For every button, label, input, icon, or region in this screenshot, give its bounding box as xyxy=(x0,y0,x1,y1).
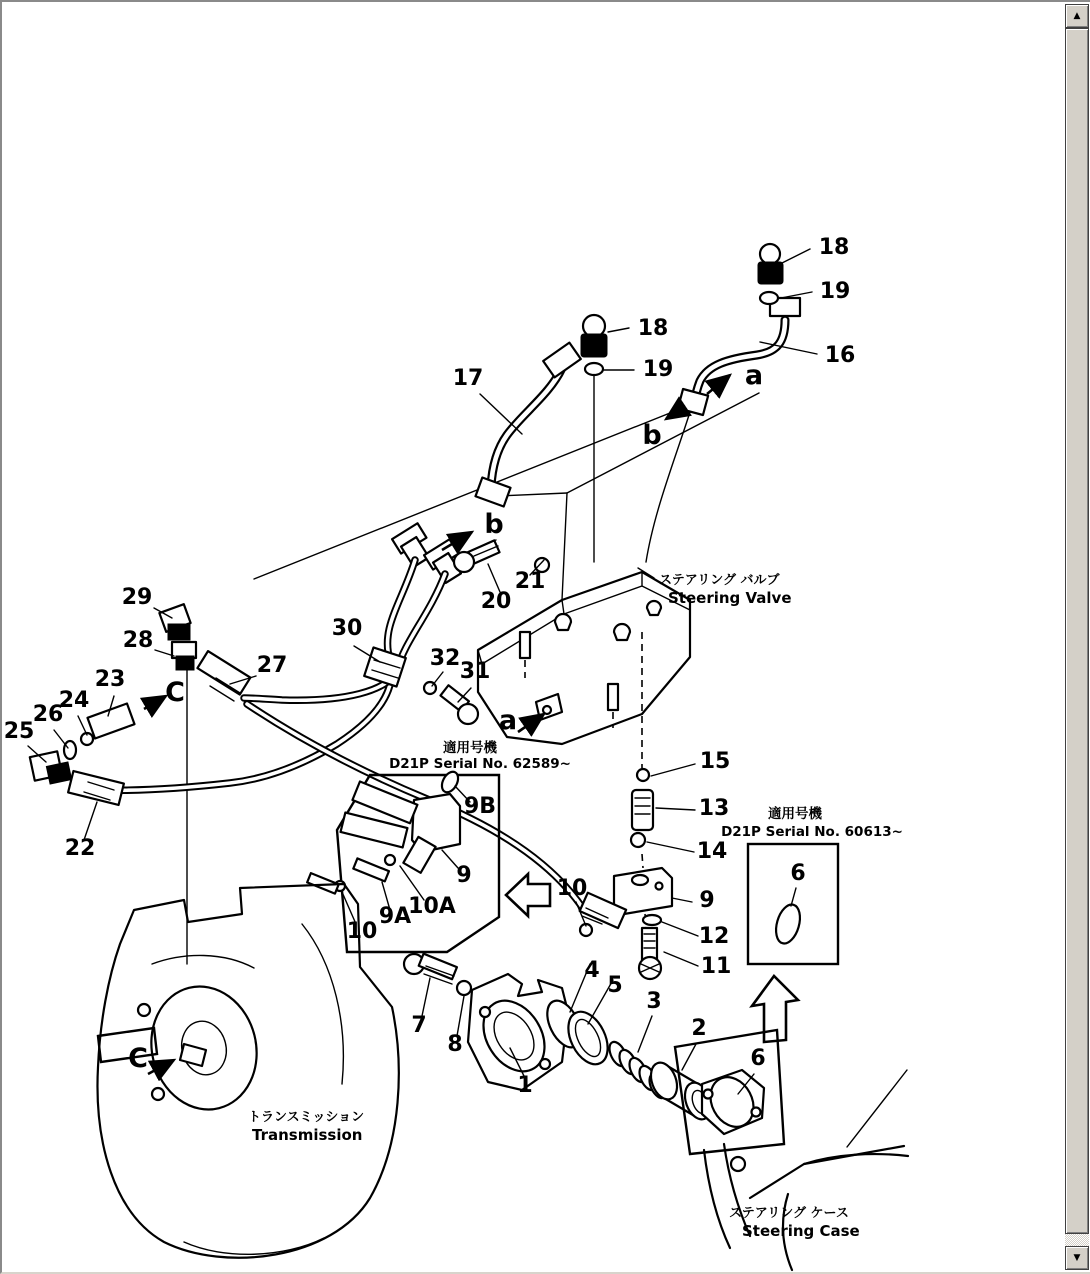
part-callout-C: C xyxy=(128,1043,148,1074)
steering-case-label-en: Steering Case xyxy=(742,1222,860,1240)
part-callout-3: 3 xyxy=(646,989,662,1014)
part-callout-32: 32 xyxy=(429,646,461,671)
bolt-7 xyxy=(404,954,457,984)
transmission-label-jp: トランスミッション xyxy=(248,1110,365,1125)
serial-right-jp: 適用号機 xyxy=(768,806,822,822)
fitting-23 xyxy=(88,703,135,738)
scrollbar-track[interactable] xyxy=(1065,28,1089,1246)
part-callout-9: 9 xyxy=(699,888,715,913)
serial-right-number: D21P Serial No. 60613~ xyxy=(721,824,903,840)
part-callout-26: 26 xyxy=(32,702,64,727)
steering-case-label-jp: ステアリング ケース xyxy=(729,1206,849,1221)
part-callout-24: 24 xyxy=(58,688,90,713)
part-callout-14: 14 xyxy=(696,839,728,864)
part-callout-10: 10 xyxy=(346,919,378,944)
hose-elbow-fittings xyxy=(392,523,461,583)
diagram-canvas xyxy=(2,2,1064,1272)
part-callout-25: 25 xyxy=(3,719,35,744)
part-callout-12: 12 xyxy=(698,924,730,949)
serial-left-number: D21P Serial No. 62589~ xyxy=(389,756,571,772)
part-callout-18: 18 xyxy=(637,316,669,341)
part-callout-7: 7 xyxy=(411,1013,427,1038)
scroll-down-button[interactable] xyxy=(1065,1246,1089,1270)
part-callout-5: 5 xyxy=(607,973,623,998)
fitting-29 xyxy=(159,604,190,640)
fitting-22 xyxy=(68,771,124,805)
part-callout-17: 17 xyxy=(452,366,484,391)
part-callout-a: a xyxy=(498,705,518,736)
steering-valve-label-en: Steering Valve xyxy=(668,589,792,607)
part-callout-21: 21 xyxy=(514,569,546,594)
part-callout-16: 16 xyxy=(824,343,856,368)
scroll-up-icon: ▲ xyxy=(1073,11,1081,21)
part-callout-b: b xyxy=(484,509,504,540)
part-callout-6: 6 xyxy=(750,1046,766,1071)
part-callout-9A: 9A xyxy=(378,904,412,929)
part-callout-28: 28 xyxy=(122,628,154,653)
bolt-20 xyxy=(454,540,500,572)
part-callout-1: 1 xyxy=(517,1073,533,1098)
part-callout-a: a xyxy=(744,360,764,391)
part-callout-20: 20 xyxy=(480,589,512,614)
o-ring-19-top-right xyxy=(760,292,778,304)
part-callout-9: 9 xyxy=(456,863,472,888)
ring-15 xyxy=(637,769,649,781)
part-callout-15: 15 xyxy=(699,749,731,774)
pipe-17 xyxy=(475,343,580,507)
part-callout-C: C xyxy=(165,677,185,708)
part-callout-23: 23 xyxy=(94,667,126,692)
part-callout-11: 11 xyxy=(700,954,732,979)
part-callout-31: 31 xyxy=(459,659,491,684)
part-callout-22: 22 xyxy=(64,836,96,861)
washer-8 xyxy=(457,981,471,995)
steering-valve-label-jp: ステアリング バルブ xyxy=(659,573,780,588)
o-ring-26 xyxy=(64,741,76,759)
o-ring-19-middle xyxy=(585,363,603,375)
fitting-18-middle xyxy=(581,315,607,357)
part-callout-13: 13 xyxy=(698,796,730,821)
fitting-27 xyxy=(197,651,250,701)
part-callout-18: 18 xyxy=(818,235,850,260)
part-callout-2: 2 xyxy=(691,1016,707,1041)
transmission-label-en: Transmission xyxy=(252,1126,363,1144)
part-callout-27: 27 xyxy=(256,653,288,678)
fitting-18-top-right xyxy=(758,244,783,284)
scroll-up-button[interactable] xyxy=(1065,4,1089,28)
pipe-16 xyxy=(678,298,800,415)
serial-left-jp: 適用号機 xyxy=(443,740,497,756)
inset-pointer-arrow-left xyxy=(506,874,550,916)
part-callout-19: 19 xyxy=(819,279,851,304)
o-ring-14 xyxy=(631,833,645,847)
scroll-down-icon: ▼ xyxy=(1073,1253,1081,1263)
part-callout-6: 6 xyxy=(790,861,806,886)
part-callout-10: 10 xyxy=(556,876,588,901)
part-callout-30: 30 xyxy=(331,616,363,641)
vertical-scrollbar[interactable] xyxy=(1064,2,1090,1272)
spool-13 xyxy=(632,790,653,830)
fitting-28 xyxy=(172,642,196,670)
part-callout-29: 29 xyxy=(121,585,153,610)
scrollbar-thumb[interactable] xyxy=(1065,28,1089,1234)
part-callout-9B: 9B xyxy=(463,794,497,819)
part-callout-10A: 10A xyxy=(408,894,456,919)
part-callout-8: 8 xyxy=(447,1032,463,1057)
part-callout-b: b xyxy=(642,420,662,451)
bolt-11 xyxy=(639,928,661,979)
washer-12 xyxy=(643,915,661,925)
part-callout-19: 19 xyxy=(642,357,674,382)
bolt-31 xyxy=(440,685,478,724)
parts-diagram xyxy=(2,2,1064,1272)
inset-studs-9a xyxy=(307,855,395,894)
part-callout-4: 4 xyxy=(584,958,600,983)
